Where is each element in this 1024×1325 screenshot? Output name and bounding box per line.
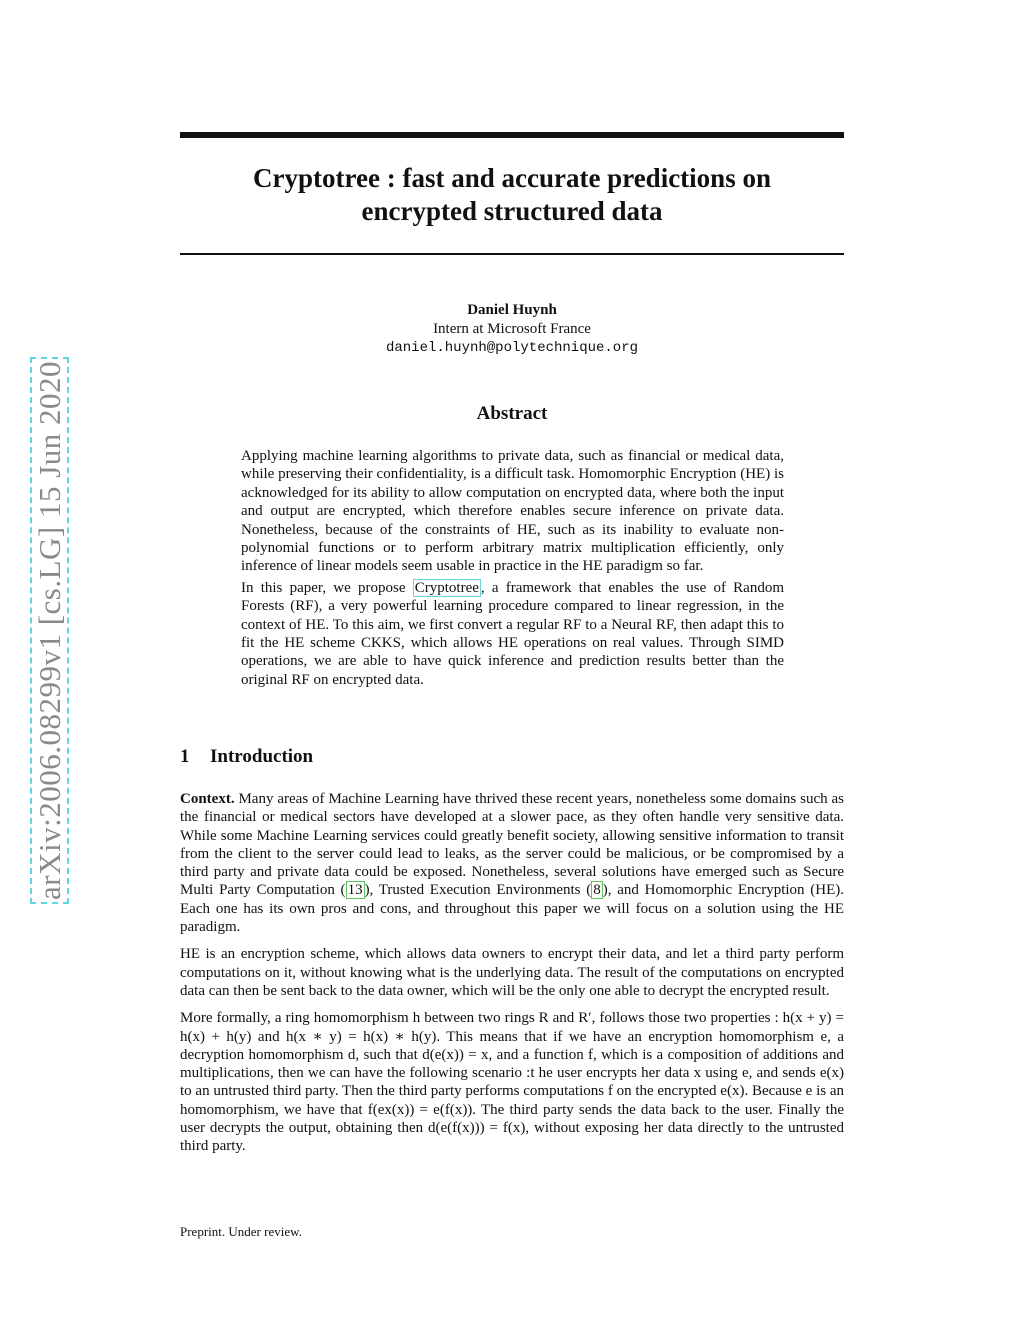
abstract-paragraph-2 [241,579,784,689]
title-line-2: encrypted structured data [361,196,663,226]
abstract-p2-after: , a framework that enables the use of Random Forests (RF), a very powerful learning procedure compared to linear regression, in the context of HE. To this aim, we first convert a regular RF to a Neural RF, then adapt this to fit the HE scheme CKKS, which allows HE operations on real values. Through SIMD operations, we are able to have quick inference and prediction results better than the original RF on encrypted data. [241,579,785,688]
author-block [180,301,844,358]
footer-note: Preprint. Under review. [180,1224,302,1239]
citation-13[interactable]: 13 [347,882,363,899]
body-p1-c: ), and Homomorphic Encryption (HE). Each one has its own pros and cons, and throughout this paper we will focus on a solution using the HE paradigm. [180,882,845,936]
body-p1-a: Many areas of Machine Learning have thrived these recent years, nonetheless some domains such as the financial or medical sectors have developed at a slower pace, as they often handle very sensitive data. While some Machine Learning services could greatly benefit society, allowing sensitive information to transit from the client to the server could lead to leaks, as the server could be malicious, or be compromised by a third party and private data could be exposed. Nonetheless, several solutions have emerged such as Secure Multi Party Computation ( [180,791,844,899]
title-top-rule [180,132,844,138]
author-name: Daniel Huynh [467,302,557,318]
abstract-paragraph-1: Applying machine learning algorithms to private data, such as financial or medical data, while preserving their confidentiality, is a difficult task. Homomorphic Encryption (HE) is acknowledged for its ability to allow computation on encrypted data, where both the input and output are encrypted, which therefore enables secure inference on private data. Nonetheless, because of the constraints of HE, such as its inability to evaluate non-polynomial functions or to perform arbitrary matrix multiplication efficiently, only inference of linear models seem usable in practice in the HE paradigm so far. [241,448,784,575]
abstract-body [241,447,784,692]
author-affiliation: Intern at Microsoft France [433,321,591,337]
context-lead: Context. [180,791,235,807]
arxiv-stamp[interactable] [30,314,70,904]
arxiv-stamp-text: arXiv:2006.08299v1 [cs.LG] 15 Jun 2020 [30,357,69,904]
title-bottom-rule [180,253,844,255]
section-heading [180,746,313,768]
citation-8[interactable]: 8 [593,882,601,899]
abstract-heading: Abstract [476,403,548,424]
body-paragraph-1 [180,790,844,936]
title-line-1: Cryptotree : fast and accurate predictions on [253,163,771,193]
cryptotree-link[interactable]: Cryptotree [414,579,479,596]
paper-title [180,162,844,228]
section-title: Introduction [210,746,314,767]
abstract-p2-before: In this paper, we propose [241,579,413,596]
section-number: 1 [180,746,190,767]
body-p1-b: ), Trusted Execution Environments ( [364,882,592,899]
author-email[interactable]: daniel.huynh@polytechnique.org [385,340,639,356]
body-paragraph-2: HE is an encryption scheme, which allows data owners to encrypt their data, and let a third party perform computations on it, without knowing what is the underlying data. The result of the computations on encrypted data can then be sent back to the data owner, which will be the only one able to decrypt the encrypted result. [180,946,844,999]
body-text [180,790,844,1165]
body-paragraph-3: More formally, a ring homomorphism h between two rings R and R′, follows those two properties : h(x + y) = h(x) + h(y) and h(x ∗ y) = h(x) ∗ h(y). This means that if we have an encryption homomorphism e, a decryption homomorphism d, such that d(e(x)) = x, and a function f, which is a composition of additions and multiplications, then we can have the following scenario :t he user encrypts her data x using e, and sends e(x) to an untrusted third party. Then the third party performs computations f on the encrypted e(x). Because e is an homomorphism, we have that f(ex(x)) = e(f(x)). The third party sends the data back to the user. Finally the user decrypts the output, obtaining then d(e(f(x))) = f(x), without exposing her data directly to the untrusted third party. [180,1010,844,1155]
